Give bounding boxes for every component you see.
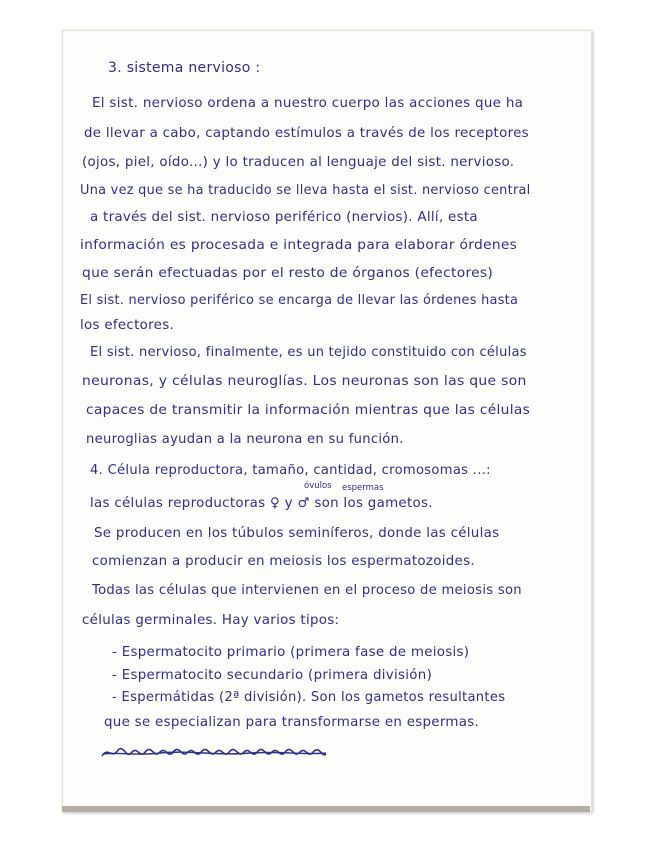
page-edge <box>62 806 590 812</box>
section-3-line-13: neuroglias ayudan a la neurona en su función. <box>86 432 404 447</box>
list-item-2: - Espermatocito secundario (primera división) <box>112 668 433 683</box>
section-4-last-line: que se especializan para transformarse en espermas. <box>104 715 480 730</box>
superscript-ovulos: óvulos <box>304 481 332 491</box>
section-3-line-4: Una vez que se ha traducido se lleva hasta el sist. nervioso central <box>80 183 531 198</box>
list-item-3: - Espermátidas (2ª división). Son los gametos resultantes <box>112 690 506 705</box>
section-4-line-3: comienzan a producir en meiosis los espermatozoides. <box>92 554 475 569</box>
section-3-line-8: El sist. nervioso periférico se encarga de llevar las órdenes hasta <box>80 293 519 308</box>
section-3-line-7: que serán efectuadas por el resto de órganos (efectores) <box>82 266 494 281</box>
section-3-line-12: capaces de transmitir la información mientras que las células <box>86 403 531 418</box>
section-4-line-2: Se producen en los túbulos seminíferos, donde las células <box>94 526 500 541</box>
section-4-heading: 4. Célula reproductora, tamaño, cantidad, cromosomas ...: <box>90 463 491 478</box>
section-3-line-2: de llevar a cabo, captando estímulos a través de los receptores <box>84 126 529 141</box>
section-3-line-11: neuronas, y células neuroglías. Los neuronas son las que son <box>82 374 527 389</box>
scribbled-out-text <box>100 742 330 764</box>
list-item-1: - Espermatocito primario (primera fase de meiosis) <box>112 645 470 660</box>
section-3-line-3: (ojos, piel, oído...) y lo traducen al lenguaje del sist. nervioso. <box>82 155 515 170</box>
section-3-line-9: los efectores. <box>80 318 175 333</box>
section-3-line-1: El sist. nervioso ordena a nuestro cuerpo las acciones que ha <box>92 96 524 111</box>
section-3-line-6: información es procesada e integrada para elaborar órdenes <box>80 238 518 253</box>
section-4-line-4: Todas las células que intervienen en el proceso de meiosis son <box>92 583 522 598</box>
section-3-line-10: El sist. nervioso, finalmente, es un tejido constituido con células <box>90 345 527 360</box>
section-4-line-1: las células reproductoras ♀ y ♂ son los gametos. <box>90 496 433 511</box>
section-4-line-5: células germinales. Hay varios tipos: <box>82 613 340 628</box>
section-3-heading: 3. sistema nervioso : <box>108 60 261 76</box>
superscript-espermas: espermas <box>342 483 384 493</box>
section-3-line-5: a través del sist. nervioso periférico (nervios). Allí, esta <box>90 210 478 225</box>
